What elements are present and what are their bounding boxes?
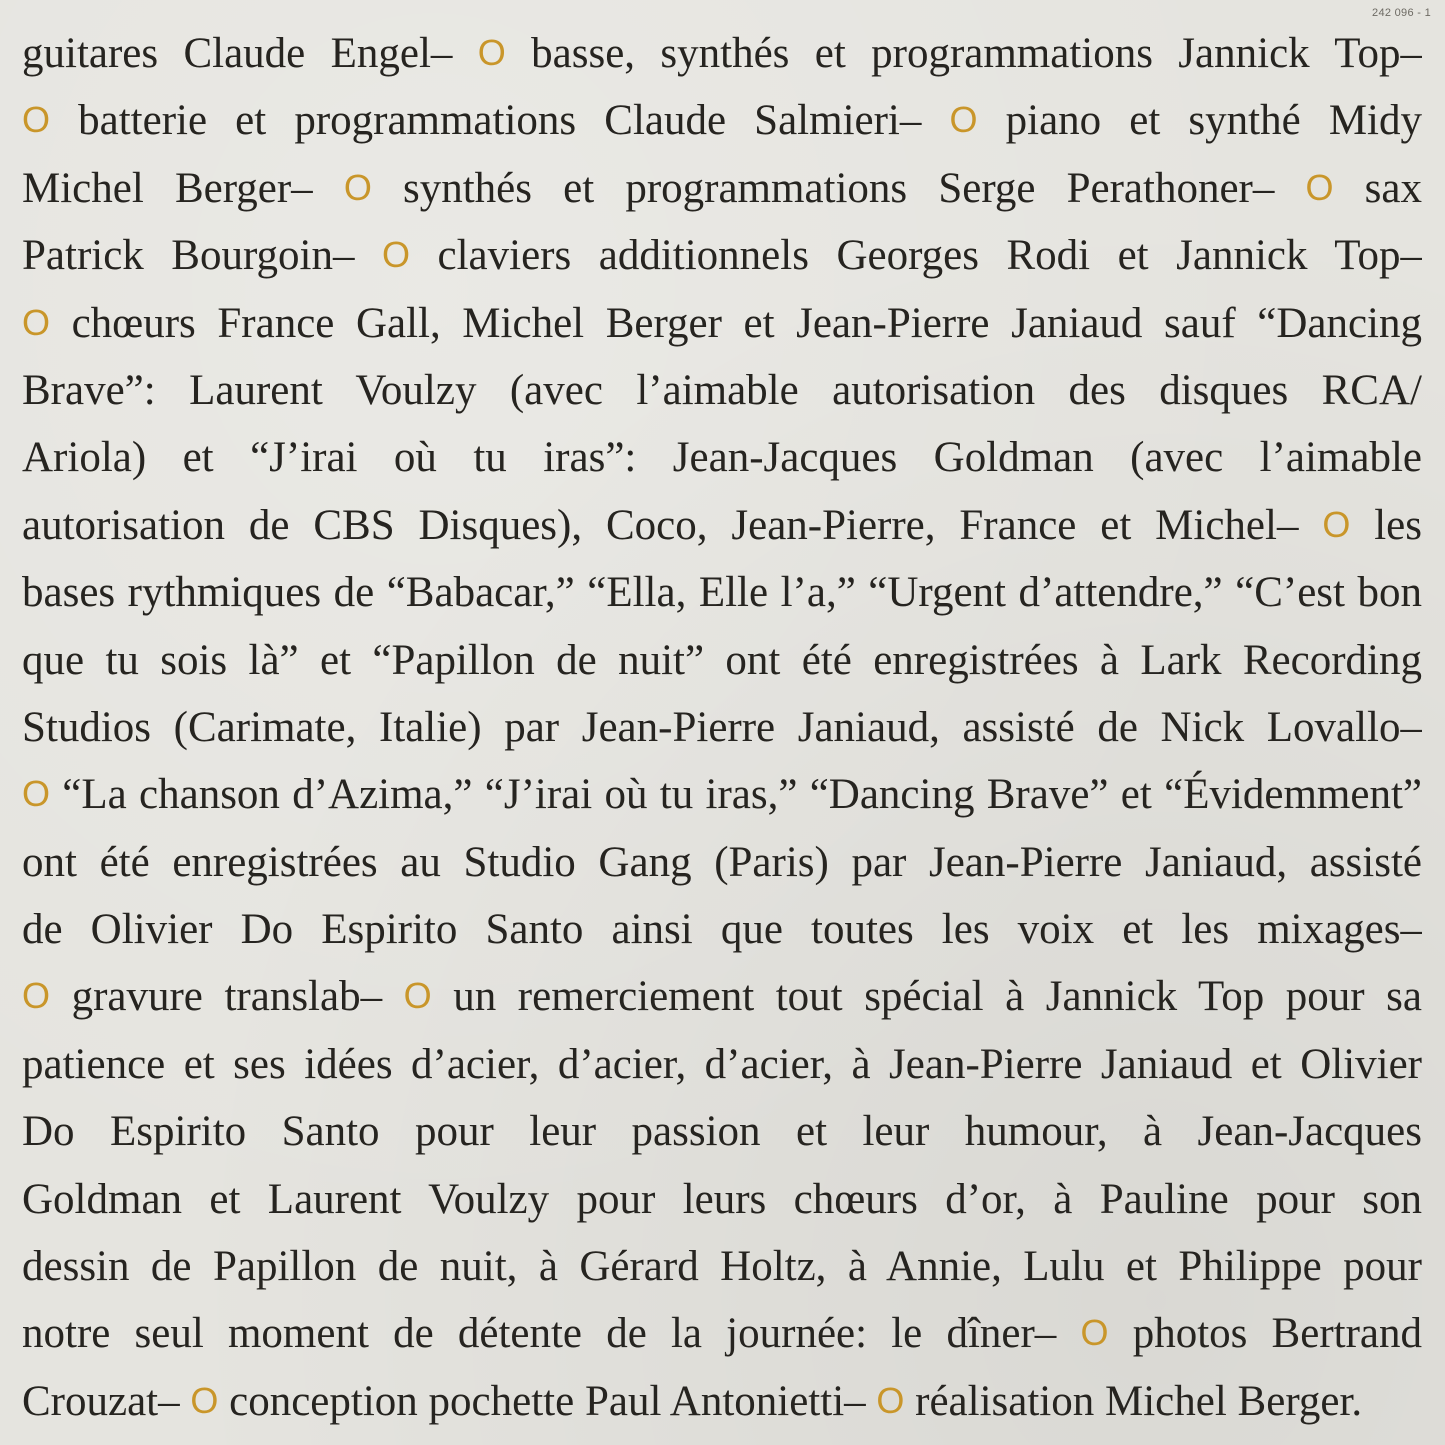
credits-text: ont été enregistrées au Studio Gang (Paris) par Jean-Pierre Janiaud, assisté (22, 838, 1422, 886)
separator-circle-glyph: O (22, 975, 51, 1017)
credits-line (22, 1031, 1422, 1098)
credits-text: gravure translab– (50, 973, 404, 1021)
credits-text: claviers additionnels Georges Rodi et Jannick Top– (410, 232, 1422, 280)
credits-text: photos Bertrand (1108, 1310, 1422, 1358)
credits-line (22, 20, 1422, 87)
credits-text: synthés et programmations Serge Perathoner– (371, 164, 1306, 212)
credits-line (22, 290, 1422, 357)
credits-line (22, 1368, 1422, 1435)
credits-line (22, 1300, 1422, 1367)
credits-line (22, 155, 1422, 222)
separator-circle-glyph: O (22, 301, 51, 343)
credits-text: Do Espirito Santo pour leur passion et leur humour, à Jean-Jacques (22, 1108, 1422, 1156)
credits-text: guitares Claude Engel– (22, 30, 478, 77)
credits-text: Michel Berger– (22, 164, 344, 212)
credits-text: Goldman et Laurent Voulzy pour leurs chœurs d’or, à Pauline pour son (22, 1175, 1422, 1223)
credits-line (22, 963, 1422, 1030)
separator-circle-glyph: O (343, 166, 372, 208)
credits-line (22, 829, 1422, 896)
credits-text: bases rythmiques de “Babacar,” “Ella, Elle l’a,” “Urgent d’attendre,” “C’est bon (22, 569, 1422, 617)
separator-circle-glyph: O (22, 99, 51, 141)
credits-text: notre seul moment de détente de la journée: le dîner– (22, 1310, 1081, 1358)
credits-text: Ariola) et “J’irai où tu iras”: Jean-Jacques Goldman (avec l’aimable (22, 434, 1422, 482)
catalog-number: 242 096 - 1 (1372, 7, 1431, 19)
credits-text: Studios (Carimate, Italie) par Jean-Pierre Janiaud, assisté de Nick Lovallo– (22, 703, 1422, 751)
credits-line (22, 627, 1422, 694)
credits-line (22, 1233, 1422, 1300)
separator-circle-glyph: O (22, 773, 51, 815)
credits-text: que tu sois là” et “Papillon de nuit” ont été enregistrées à Lark Recording (22, 636, 1422, 684)
credits-text: autorisation de CBS Disques), Coco, Jean-Pierre, France et Michel– (22, 501, 1323, 549)
credits-text: basse, synthés et programmations Jannick Top– (505, 30, 1422, 77)
separator-circle-glyph: O (477, 32, 506, 73)
credits-text: chœurs France Gall, Michel Berger et Jean-Pierre Janiaud sauf “Dancing (50, 299, 1422, 347)
credits-line (22, 1166, 1422, 1233)
credits-line (22, 87, 1422, 154)
credits-line (22, 1098, 1422, 1165)
credits-text: Patrick Bourgoin– (22, 232, 382, 280)
credits-line (22, 896, 1422, 963)
credits-text: batterie et programmations Claude Salmieri– (50, 97, 950, 145)
separator-circle-glyph: O (403, 975, 432, 1017)
credits-text: Crouzat– (22, 1377, 191, 1425)
credits-line (22, 694, 1422, 761)
separator-circle-glyph: O (876, 1379, 905, 1421)
credits-line (22, 357, 1422, 424)
separator-circle-glyph: O (190, 1379, 219, 1421)
credits-text: conception pochette Paul Antonietti– (218, 1377, 877, 1425)
credits-line (22, 222, 1422, 289)
credits-line (22, 492, 1422, 559)
credits-text: un remerciement tout spécial à Jannick Top pour sa (431, 973, 1422, 1021)
credits-text: sax (1333, 164, 1422, 212)
credits-text-block (22, 20, 1422, 1435)
credits-line (22, 559, 1422, 626)
credits-text: dessin de Papillon de nuit, à Gérard Holtz, à Annie, Lulu et Philippe pour (22, 1243, 1422, 1291)
credits-text: réalisation Michel Berger. (904, 1377, 1363, 1425)
separator-circle-glyph: O (1080, 1312, 1109, 1354)
credits-text: de Olivier Do Espirito Santo ainsi que toutes les voix et les mixages– (22, 906, 1422, 954)
credits-text: piano et synthé Midy (977, 97, 1422, 145)
credits-line (22, 761, 1422, 828)
credits-text: Brave”: Laurent Voulzy (avec l’aimable autorisation des disques RCA/ (22, 366, 1422, 414)
credits-text: “La chanson d’Azima,” “J’irai où tu iras,” “Dancing Brave” et “Évidemment” (50, 771, 1422, 819)
credits-text: les (1350, 501, 1422, 549)
separator-circle-glyph: O (949, 99, 978, 141)
separator-circle-glyph: O (1305, 166, 1334, 208)
credits-text: patience et ses idées d’acier, d’acier, d’acier, à Jean-Pierre Janiaud et Olivier (22, 1040, 1422, 1088)
separator-circle-glyph: O (382, 234, 411, 276)
credits-line (22, 424, 1422, 491)
separator-circle-glyph: O (1322, 503, 1351, 545)
